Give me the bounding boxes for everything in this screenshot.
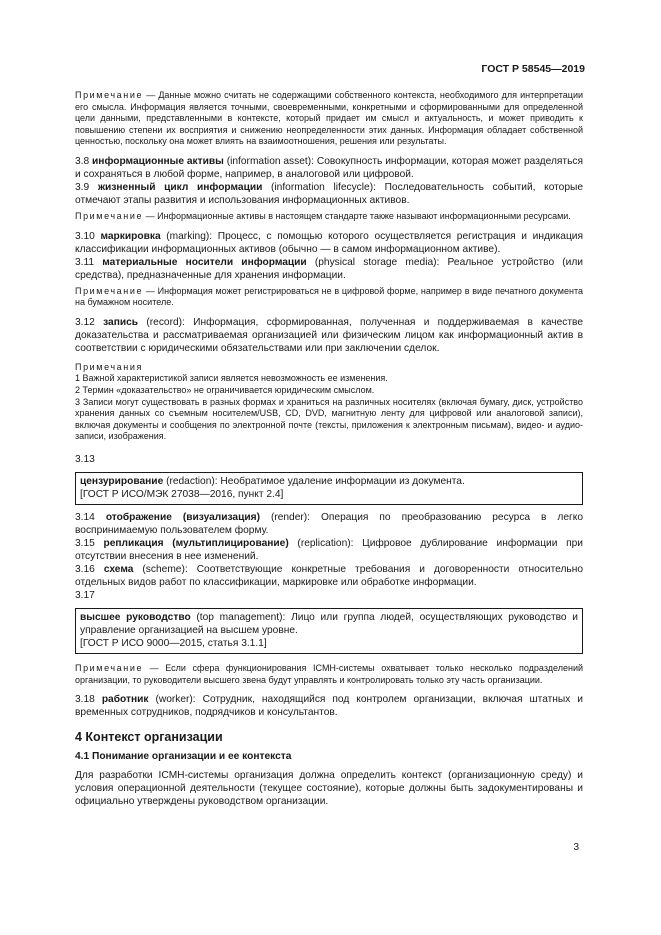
term-name: жизненный цикл информации bbox=[97, 181, 263, 193]
term-box-3-17 bbox=[75, 608, 583, 654]
note bbox=[75, 663, 583, 686]
term-entry bbox=[80, 475, 578, 488]
note-item: 1 Важной характеристикой записи является невозможность ее изменения. bbox=[75, 373, 388, 384]
note-label: Примечание bbox=[75, 210, 144, 221]
note bbox=[75, 90, 583, 148]
term-number: 3.9 bbox=[75, 181, 98, 193]
term-name: информационные активы bbox=[92, 155, 224, 167]
term-reference: [ГОСТ Р ИСО/МЭК 27038—2016, пункт 2.4] bbox=[80, 488, 284, 500]
term-entry-3-9 bbox=[75, 181, 583, 207]
note-label: Примечание bbox=[75, 662, 144, 673]
note-text: — Информация может регистрироваться не в цифровой форме, например в виде печатного документа на бумажном носителе. bbox=[75, 285, 583, 308]
term-definition: (worker): Сотрудник, находящийся под контролем организации, включая штатных и временных сотрудников, подрядчиков и консультантов. bbox=[75, 694, 583, 719]
note-item: 2 Термин «доказательство» не ограничивается юридическим смыслом. bbox=[75, 384, 375, 395]
note bbox=[75, 211, 583, 223]
term-definition: (marking): Процесс, с помощью которого осуществляется регистрация и индикация классификации информационных активов (обычно — в самом информационном активе). bbox=[75, 230, 583, 255]
term-entry-3-12 bbox=[75, 316, 583, 355]
term-name: маркировка bbox=[100, 230, 161, 242]
note bbox=[75, 286, 583, 309]
term-number: 3.8 bbox=[75, 155, 93, 167]
term-entry-3-15 bbox=[75, 537, 583, 563]
term-number: 3.15 bbox=[75, 537, 104, 549]
page-content bbox=[75, 90, 583, 808]
term-definition: (replication): Цифровое дублирование информации при отсутствии внесения в нее изменений. bbox=[75, 537, 583, 562]
page-number: 3 bbox=[573, 842, 579, 853]
term-name: работник bbox=[101, 694, 149, 706]
term-number: 3.18 bbox=[75, 694, 102, 706]
term-number: 3.12 bbox=[75, 316, 104, 328]
term-entry-3-10 bbox=[75, 230, 583, 256]
term-definition: (render): Операция по преобразованию ресурса в легко воспринимаемую пользователем форму. bbox=[75, 511, 583, 536]
term-definition: (physical storage media): Реальное устройство (или средства), предназначенные для хранения информации. bbox=[75, 256, 584, 281]
term-name: материальные носители информации bbox=[102, 256, 307, 268]
notes-label: Примечания bbox=[75, 361, 143, 372]
term-definition: (redaction): Необратимое удаление информации из документа. bbox=[163, 475, 465, 487]
term-box-3-13 bbox=[75, 472, 583, 505]
note-label: Примечание bbox=[75, 285, 144, 296]
term-name: репликация (мультиплицирование) bbox=[103, 537, 289, 549]
note-text: — Данные можно считать не содержащими собственного контекста, необходимого для интерпретации его смысла. Информация является точными, своевременными, конкретными и сформированными для определенной цели данными, представленными в контексте, который придает им смысл и актуальность, и может приводить к повышению степени их восприятия и снижению неопределенности этих данных. Информация обладает собственной ценностью, поскольку она может влиять на взаимоотношения, решения или результаты. bbox=[75, 90, 583, 147]
term-entry-3-8 bbox=[75, 155, 583, 181]
note-item: 3 Записи могут существовать в разных формах и храниться на различных носителях (включая бумагу, диск, устройство хранения данных со съемным носителем/USB, CD, DVD, магнитную ленту для цифровой или аналоговой записи), включая документы и сообщения по электронной почте (тексты, приложения к электронным письмам), видео- и аудио-записи, изображения. bbox=[75, 396, 583, 442]
term-number: 3.10 bbox=[75, 230, 101, 242]
note-text: — Информационные активы в настоящем стандарте также называют информационными ресурсами. bbox=[143, 210, 571, 221]
term-name: высшее руководство bbox=[80, 611, 191, 623]
paragraph-4-1: Для разработки ICMH-системы организация должна определить контекст (организационную среду) и условия операционной деятельности (текущее состояние), которые должны быть задокументированы и официально утверждены руководством организации. bbox=[75, 770, 583, 808]
section-heading-4: 4 Контекст организации bbox=[75, 730, 223, 745]
term-number: 3.16 bbox=[75, 563, 104, 575]
term-number: 3.11 bbox=[75, 256, 103, 268]
term-name: отображение (визуализация) bbox=[105, 511, 260, 523]
term-definition: (record): Информация, сформированная, полученная и поддерживаемая в качестве доказательства и рассматриваемая организацией или физическим лицом как информационный актив в соответствии с юридическими обязательствами или при заключении сделок. bbox=[75, 316, 583, 354]
term-name: цензурирование bbox=[80, 475, 164, 487]
term-number-3-13: 3.13 bbox=[75, 453, 95, 465]
term-number-3-17: 3.17 bbox=[75, 589, 95, 601]
term-reference: [ГОСТ Р ИСО 9000—2015, статья 3.1.1] bbox=[80, 637, 267, 649]
term-definition: (information asset): Совокупность информации, которая может разделяться и сохраняться в любой форме, например, в аналоговой или цифровой. bbox=[75, 155, 583, 180]
note-label: Примечание bbox=[75, 90, 144, 100]
section-heading-4-1: 4.1 Понимание организации и ее контекста bbox=[75, 751, 292, 763]
term-name: запись bbox=[103, 316, 139, 328]
term-entry-3-11 bbox=[75, 256, 583, 282]
term-definition: (scheme): Соответствующие конкретные требования и договоренности относительно отдельных видов работ по классификации, маркировке или обработке информации. bbox=[75, 563, 583, 588]
term-definition: (top management): Лицо или группа людей, осуществляющих руководство и управление организацией на высшем уровне. bbox=[80, 611, 578, 636]
term-definition: (information lifecycle): Последовательность событий, которые отмечают этапы развития и использования информационных активов. bbox=[75, 181, 584, 206]
term-name: схема bbox=[103, 563, 134, 575]
term-entry-3-14 bbox=[75, 511, 583, 537]
term-number: 3.14 bbox=[75, 511, 106, 523]
term-entry-3-16 bbox=[75, 563, 583, 589]
term-entry bbox=[80, 611, 578, 637]
term-entry-3-18 bbox=[75, 693, 583, 719]
standard-header: ГОСТ Р 58545—2019 bbox=[481, 63, 585, 75]
notes-heading bbox=[75, 362, 583, 374]
note-text: — Если сфера функционирования ICMH-системы охватывает только несколько подразделений организации, то руководители высшего звена будут управлять и контролировать только эту часть организации. bbox=[75, 662, 583, 685]
